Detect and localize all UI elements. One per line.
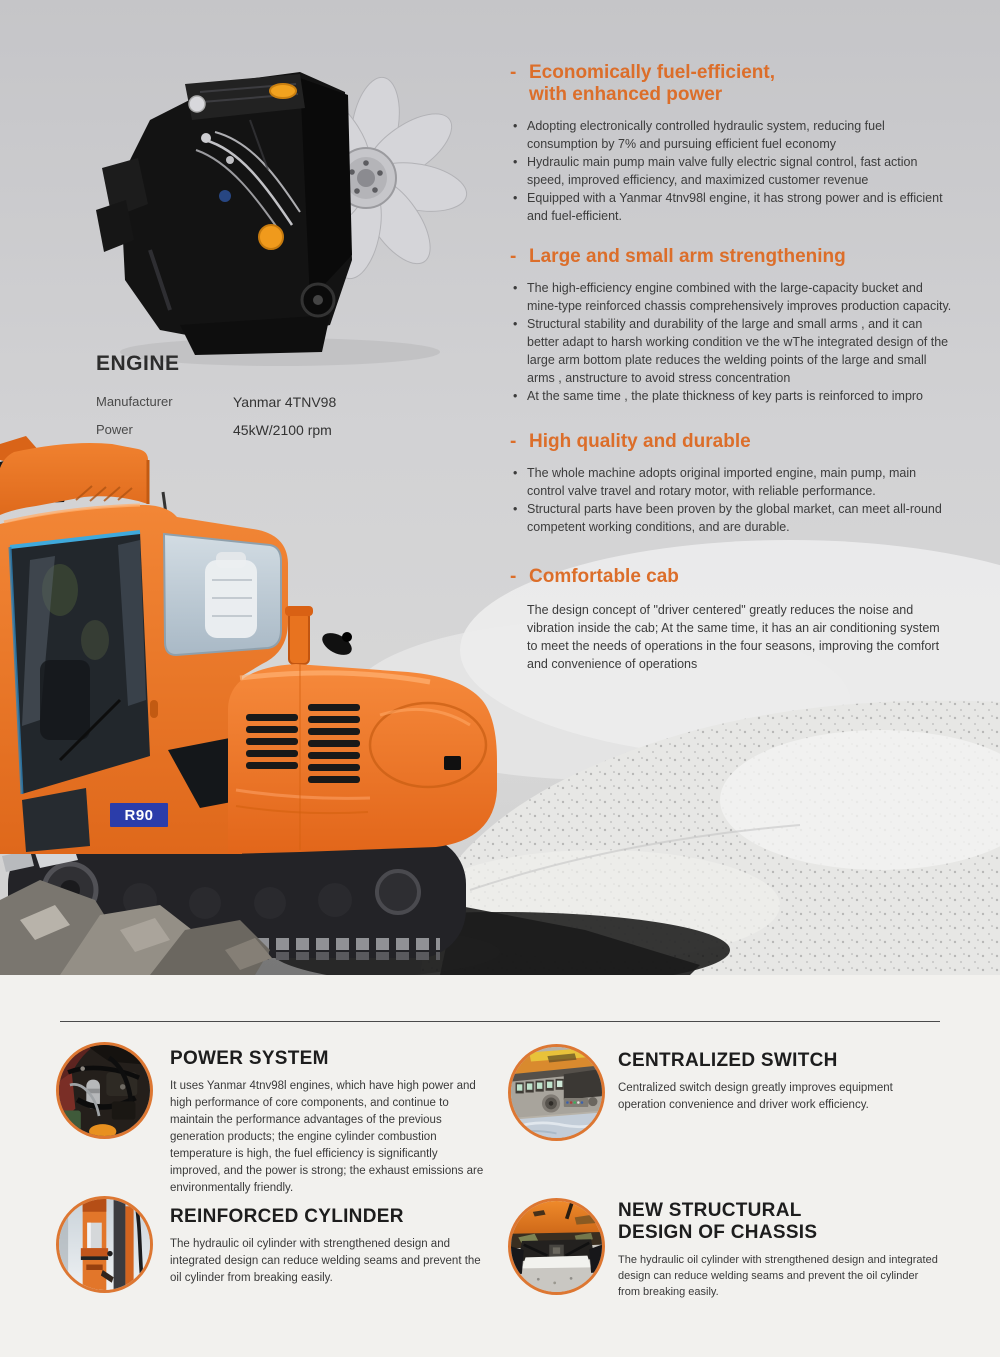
feature-body <box>618 1198 940 1300</box>
section-title: Large and small arm strengthening <box>529 246 846 267</box>
bullet-item: • Adopting electronically controlled hydraulic system, reducing fuel consumption by 7% and pursuing efficient fuel economy <box>510 117 952 153</box>
hydraulic-cylinder-illustration <box>59 1199 150 1290</box>
heading-dash: - <box>510 566 517 587</box>
bullet-list <box>510 464 952 536</box>
bullet-list <box>510 117 952 225</box>
feature-column <box>510 62 952 673</box>
bullet-item: • Equipped with a Yanmar 4tnv98l engine, it has strong power and is efficient and fuel-efficient. <box>510 189 952 225</box>
switch-panel-illustration <box>511 1047 602 1138</box>
power-system-photo <box>56 1042 153 1139</box>
feature-title: POWER SYSTEM <box>170 1048 329 1069</box>
centralized-switch-photo <box>508 1044 605 1141</box>
bullet-item: • Structural parts have been proven by the global market, can meet all-round competent working conditions, and are durable. <box>510 500 952 536</box>
heading-dash: - <box>510 246 517 267</box>
feature-title: REINFORCED CYLINDER <box>170 1206 404 1227</box>
engine-spec-block <box>96 352 456 438</box>
section-high-quality <box>510 431 952 536</box>
bullet-list <box>510 279 952 405</box>
feature-chassis-design <box>508 1198 940 1300</box>
heading-dash: - <box>510 62 517 83</box>
section-divider <box>60 1021 940 1022</box>
spec-value: 45kW/2100 rpm <box>233 422 332 438</box>
feature-body <box>618 1044 940 1114</box>
bullet-item: • The whole machine adopts original imported engine, main pump, main control valve travel and rotary motor, with reliable performance. <box>510 464 952 500</box>
section-heading <box>510 431 952 453</box>
model-badge: R90 <box>110 803 168 827</box>
spec-row-power <box>96 422 456 438</box>
bullet-item: • At the same time , the plate thickness of key parts is reinforced to impro <box>510 387 952 405</box>
feature-title: CENTRALIZED SWITCH <box>618 1050 838 1071</box>
section-comfortable-cab <box>510 566 952 673</box>
section-heading <box>510 566 952 588</box>
feature-centralized-switch <box>508 1044 940 1114</box>
section-fuel-efficient <box>510 62 952 225</box>
section-heading <box>510 62 952 106</box>
feature-text: It uses Yanmar 4tnv98l engines, which have high power and high performance of core components, and continue to maintain the performance advantages of the previous generation products; the engine cylinder combustion temperature is high, the fuel efficiency is significantly improved, and the power is strong; the exhaust emissions are environmentally friendly. <box>170 1080 484 1194</box>
spec-value: Yanmar 4TNV98 <box>233 394 337 410</box>
spec-row-manufacturer <box>96 394 456 410</box>
engine-title: ENGINE <box>96 352 180 375</box>
section-title: Economically fuel-efficient, with enhanced power <box>529 62 775 105</box>
chassis-illustration <box>511 1201 602 1292</box>
reinforced-cylinder-photo <box>56 1196 153 1293</box>
section-title: High quality and durable <box>529 431 751 452</box>
feature-title: NEW STRUCTURAL DESIGN OF CHASSIS <box>618 1200 818 1243</box>
feature-power-system <box>56 1042 484 1197</box>
spec-label: Power <box>96 422 133 437</box>
feature-text: The hydraulic oil cylinder with strengthened design and integrated design can reduce welding seams and prevent the oil cylinder from breaking easily. <box>618 1254 938 1298</box>
heading-dash: - <box>510 431 517 452</box>
excavator-hood <box>228 664 497 854</box>
section-arm-strengthening <box>510 246 952 405</box>
section-paragraph: The design concept of "driver centered" greatly reduces the noise and vibration inside the cab; At the same time, it has an air conditioning system to meet the needs of operations in the four seasons, improving the comfort and convenience of operations <box>527 603 940 671</box>
feature-reinforced-cylinder <box>56 1196 486 1287</box>
spec-label: Manufacturer <box>96 394 173 409</box>
bullet-item: • The high-efficiency engine combined with the large-capacity bucket and mine-type reinforced chassis comprehensively improves production capacity. <box>510 279 952 315</box>
section-title: Comfortable cab <box>529 566 679 587</box>
engine-bay-illustration <box>59 1045 150 1136</box>
feature-text: The hydraulic oil cylinder with strengthened design and integrated design can reduce welding seams and prevent the oil cylinder from breaking easily. <box>170 1238 481 1284</box>
bullet-item: • Structural stability and durability of the large and small arms , and it can better adapt to harsh working condition ve the wThe integrated design of the large arm bottom plate reduces the welding points of the large and small arms , anstructure to avoid stress concentration <box>510 315 952 387</box>
section-heading <box>510 246 952 268</box>
feature-body <box>170 1196 486 1287</box>
bullet-item: • Hydraulic main pump main valve fully electric signal control, fast action speed, improved efficiency, and maximized customer revenue <box>510 153 952 189</box>
feature-text: Centralized switch design greatly improves equipment operation convenience and driver work efficiency. <box>618 1082 893 1111</box>
chassis-photo <box>508 1198 605 1295</box>
feature-body <box>170 1042 484 1197</box>
